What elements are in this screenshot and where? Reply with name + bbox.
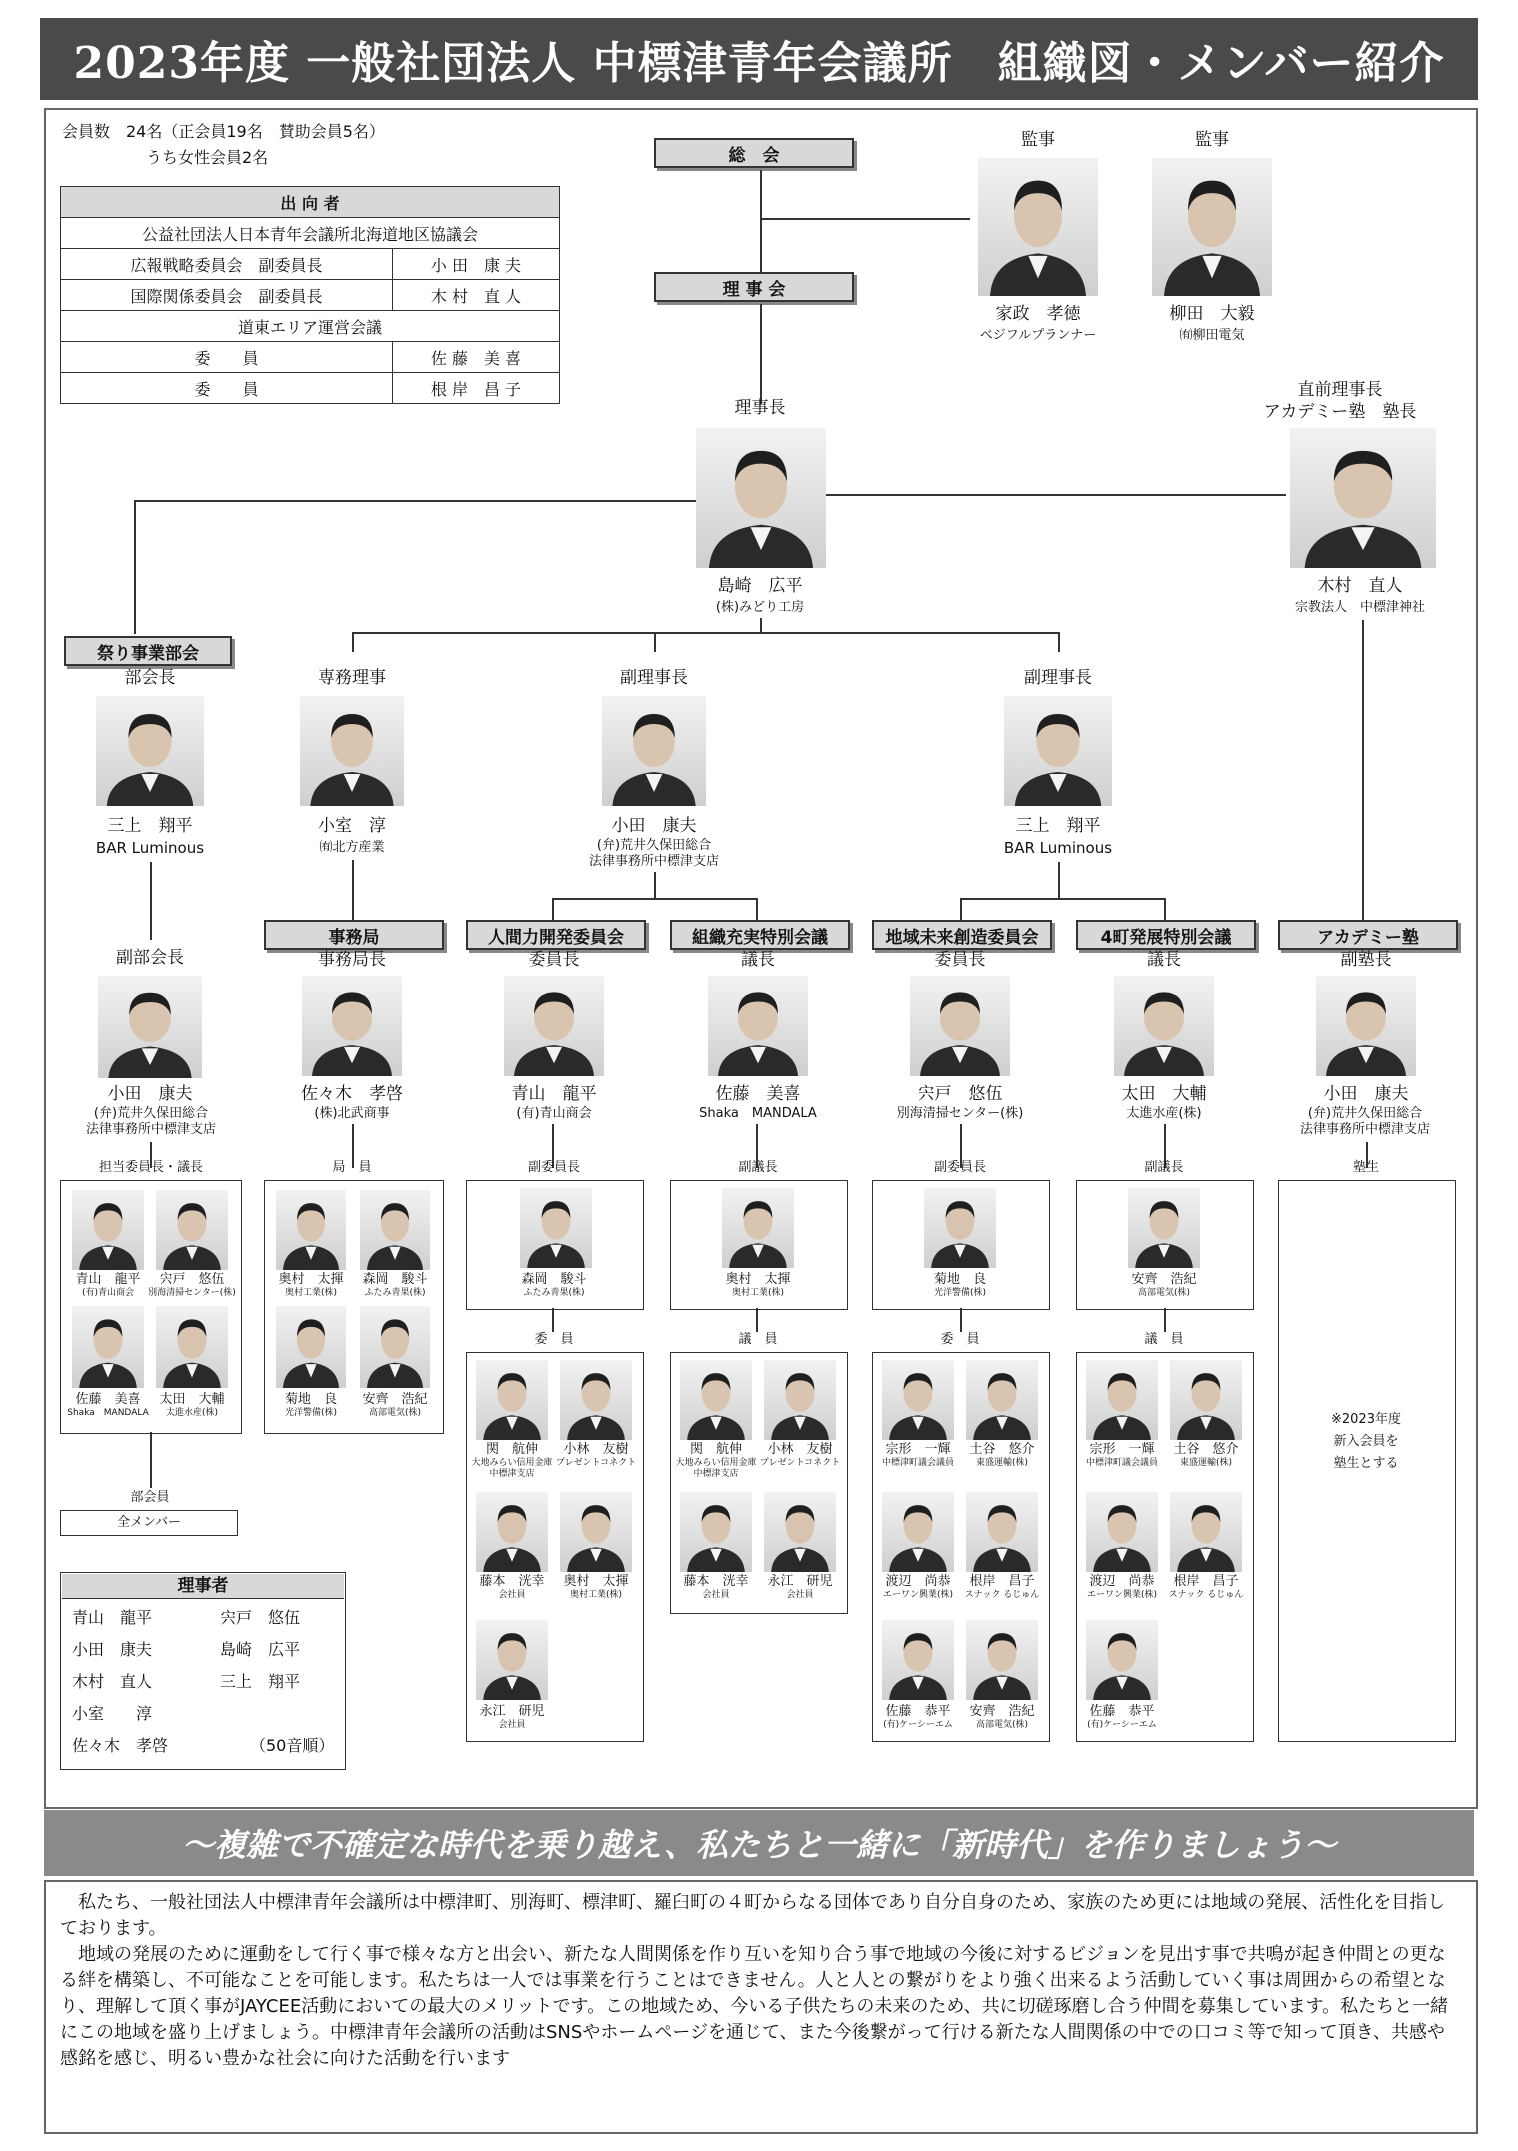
member-photo [276, 1190, 346, 1270]
member-name: 奥村 太揮 [278, 1272, 344, 1287]
member-aff: ふたみ青果(株) [523, 1288, 585, 1298]
member-aff: 中標津町議会議員 [1085, 1458, 1158, 1468]
member-aff: 会社員 [786, 1590, 814, 1600]
member-aff: (弁)荒井久保田総合 [93, 1106, 209, 1121]
member-photo [72, 1190, 144, 1270]
member-name: 安齊 浩紀 [1131, 1272, 1197, 1287]
member-title: 議長 [1147, 950, 1181, 970]
member-aff: 奥村工業(株) [731, 1288, 785, 1298]
member-title: 委員長 [934, 950, 986, 970]
member-photo [910, 976, 1010, 1076]
member-name: 奥村 太揮 [725, 1272, 791, 1287]
member-aff: 中標津町議会議員 [881, 1458, 954, 1468]
director-name: 佐々木 孝啓 [72, 1736, 169, 1755]
member-photo [966, 1492, 1038, 1572]
vice-role-label: 副議長 [1144, 1160, 1184, 1175]
member-aff: プレゼントコネクト [759, 1458, 841, 1468]
member-photo [1114, 976, 1214, 1076]
member-photo [680, 1492, 752, 1572]
director-name: 小田 康夫 [72, 1640, 153, 1659]
member-aff: (株)北武商事 [314, 1106, 390, 1121]
member-photo [882, 1620, 954, 1700]
member-title: 委員長 [528, 950, 580, 970]
juku-note: ※2023年度 [1331, 1412, 1401, 1427]
secondment-name: 木 村 直 人 [392, 280, 559, 311]
member-name: 小林 友樹 [767, 1442, 833, 1457]
president-name: 島崎 広平 [717, 576, 803, 596]
member-name: 永江 研児 [479, 1704, 545, 1719]
member-aff: 奥村工業(株) [284, 1288, 338, 1298]
member-aff: 高部電気(株) [1137, 1288, 1191, 1298]
member-aff: (有)ケーシーエム [883, 1720, 953, 1730]
member-aff: スナック るじゅん [1168, 1590, 1244, 1600]
member-name: 土谷 悠介 [969, 1442, 1035, 1457]
members-group-label: 委 員 [534, 1332, 574, 1347]
member-name: 藤本 洸幸 [479, 1574, 545, 1589]
juku-note: 新入会員を [1333, 1434, 1399, 1449]
auditor-title: 監事 [1021, 130, 1055, 150]
member-name: 青山 龍平 [511, 1084, 597, 1104]
secondment-name: 佐 藤 美 喜 [392, 342, 559, 373]
member-photo [1086, 1360, 1158, 1440]
section-matsuri: 祭り事業部会 [64, 636, 232, 666]
member-aff: 会社員 [498, 1720, 526, 1730]
member-photo [360, 1306, 430, 1388]
section-committee: アカデミー塾 [1278, 920, 1458, 950]
juku-label: 塾生 [1352, 1160, 1379, 1175]
members-group-label: 議 員 [1144, 1332, 1184, 1347]
member-name: 太田 大輔 [1121, 1084, 1207, 1104]
membership-women: うち女性会員2名 [146, 148, 269, 167]
member-name: 宗形 一輝 [1089, 1442, 1155, 1457]
member-aff: 東盛運輸(株) [975, 1458, 1029, 1468]
member-aff: エーワン興業(株) [882, 1590, 954, 1600]
member-name: 宍戸 悠伍 [159, 1272, 225, 1287]
director-name: 三上 翔平 [220, 1672, 301, 1691]
members-group-label: 議 員 [738, 1332, 778, 1347]
member-name: 永江 研児 [767, 1574, 833, 1589]
member-name: 藤本 洸幸 [683, 1574, 749, 1589]
member-aff: 奥村工業(株) [569, 1590, 623, 1600]
member-aff: 高部電気(株) [975, 1720, 1029, 1730]
member-name: 佐藤 美喜 [75, 1392, 141, 1407]
former-president-title: 直前理事長 [1297, 380, 1383, 400]
member-name: 安齊 浩紀 [362, 1392, 428, 1407]
vice-role-label: 副委員長 [933, 1160, 986, 1175]
member-photo [476, 1620, 548, 1700]
member-aff: 別海清掃センター(株) [148, 1288, 236, 1298]
vice-role-label: 副委員長 [527, 1160, 580, 1175]
member-photo [156, 1306, 228, 1388]
member-photo [1086, 1620, 1158, 1700]
member-name: 根岸 昌子 [969, 1574, 1035, 1589]
member-title: 専務理事 [318, 668, 386, 688]
member-photo [966, 1620, 1038, 1700]
member-name: 奥村 太揮 [563, 1574, 629, 1589]
member-photo [96, 696, 204, 806]
intro-paragraph: 私たち、一般社団法人中標津青年会議所は中標津町、別海町、標津町、羅臼町の４町からなる団体であり自分自身のため、家族のため更には地域の発展、活性化を目指しております。 [60, 1892, 1446, 1939]
member-name: 佐藤 美喜 [715, 1084, 801, 1104]
all-members-box: 全メンバー [60, 1510, 238, 1536]
assignees-label: 担当委員長・議長 [98, 1160, 203, 1175]
auditor-photo [1152, 158, 1272, 296]
all-members-label: 部会員 [130, 1490, 170, 1505]
secondment-role: 広報戦略委員会 副委員長 [61, 249, 393, 280]
directors-header: 理事者 [62, 1574, 344, 1599]
member-aff: 光洋警備(株) [933, 1288, 987, 1298]
member-photo [476, 1360, 548, 1440]
motto-banner: 〜複雑で不確定な時代を乗り越え、私たちと一緒に「新時代」を作りましょう〜 [44, 1810, 1474, 1876]
member-aff: エーワン興業(株) [1086, 1590, 1158, 1600]
member-photo [680, 1360, 752, 1440]
member-aff: スナック るじゅん [964, 1590, 1040, 1600]
member-name: 森岡 駿斗 [521, 1272, 587, 1287]
member-aff: (有)青山商会 [516, 1106, 592, 1121]
member-photo [72, 1306, 144, 1388]
former-president-name: 木村 直人 [1317, 576, 1403, 596]
member-aff: BAR Luminous [1003, 839, 1113, 857]
secondment-org2: 道東エリア運営会議 [61, 311, 560, 342]
secondment-role: 委 員 [61, 373, 393, 404]
member-photo [602, 696, 706, 806]
member-aff: 大地みらい信用金庫 [675, 1458, 757, 1468]
member-name: 小林 友樹 [563, 1442, 629, 1457]
staff-label: 局 員 [332, 1160, 372, 1175]
member-name: 森岡 駿斗 [362, 1272, 428, 1287]
auditor-name: 家政 孝徳 [995, 304, 1081, 324]
member-photo [924, 1188, 996, 1268]
member-aff2: 法律事務所中標津支店 [1299, 1122, 1430, 1137]
member-aff: 別海清掃センター(株) [896, 1106, 1024, 1121]
member-aff: (弁)荒井久保田総合 [1307, 1106, 1423, 1121]
membership-count: 会員数 24名（正会員19名 賛助会員5名） [62, 122, 385, 141]
member-title: 部会長 [124, 668, 176, 688]
member-photo [276, 1306, 346, 1388]
member-name: 渡辺 尚恭 [885, 1574, 951, 1589]
former-president-title2: アカデミー塾 塾長 [1263, 402, 1417, 422]
member-name: 土谷 悠介 [1173, 1442, 1239, 1457]
member-photo [966, 1360, 1038, 1440]
intro-text [60, 1890, 1460, 2072]
members-group-label: 委 員 [940, 1332, 980, 1347]
section-committee: 地域未来創造委員会 [872, 920, 1052, 950]
director-name: 木村 直人 [72, 1672, 153, 1691]
member-aff: 太進水産(株) [1126, 1106, 1202, 1121]
former-president-aff: 宗教法人 中標津神社 [1294, 600, 1425, 615]
member-aff: (弁)荒井久保田総合 [596, 838, 712, 853]
member-photo [504, 976, 604, 1076]
member-photo [156, 1190, 228, 1270]
member-title: 副部会長 [116, 948, 184, 968]
member-name: 小室 淳 [318, 816, 386, 836]
member-name: 三上 翔平 [107, 816, 193, 836]
secondment-role: 委 員 [61, 342, 393, 373]
member-title: 議長 [741, 950, 775, 970]
member-aff: Shaka MANDALA [67, 1408, 149, 1418]
member-aff: Shaka MANDALA [699, 1106, 817, 1121]
member-name: 宍戸 悠伍 [917, 1084, 1003, 1104]
secondment-name: 小 田 康 夫 [392, 249, 559, 280]
member-aff: 光洋警備(株) [284, 1408, 338, 1418]
member-photo [764, 1492, 836, 1572]
member-photo [98, 976, 202, 1078]
member-title: 副塾長 [1340, 950, 1392, 970]
auditor-name: 柳田 大毅 [1169, 304, 1255, 324]
member-aff: 会社員 [498, 1590, 526, 1600]
section-committee: 人間力開発委員会 [466, 920, 646, 950]
member-name: 佐藤 恭平 [885, 1704, 951, 1719]
member-name: 小田 康夫 [107, 1084, 193, 1104]
member-name: 小田 康夫 [1323, 1084, 1409, 1104]
board-box: 理 事 会 [654, 272, 854, 302]
member-name: 関 航伸 [485, 1442, 538, 1457]
president-photo [696, 428, 826, 568]
member-name: 太田 大輔 [159, 1392, 225, 1407]
section-committee: 事務局 [264, 920, 444, 950]
member-aff: (有)ケーシーエム [1087, 1720, 1157, 1730]
member-aff: 高部電気(株) [368, 1408, 422, 1418]
former-president-photo [1290, 428, 1436, 568]
member-photo [560, 1492, 632, 1572]
member-photo [360, 1190, 430, 1270]
section-committee: 4町発展特別会議 [1076, 920, 1256, 950]
president-aff: (株)みどり工房 [715, 600, 805, 615]
member-photo [1170, 1492, 1242, 1572]
member-photo [560, 1360, 632, 1440]
member-aff: 東盛運輸(株) [1179, 1458, 1233, 1468]
member-photo [1170, 1360, 1242, 1440]
secondment-header: 出 向 者 [61, 187, 560, 218]
member-photo [764, 1360, 836, 1440]
member-aff2: 中標津支店 [693, 1469, 739, 1479]
section-committee: 組織充実特別会議 [670, 920, 850, 950]
general-assembly-box: 総 会 [654, 138, 854, 168]
member-photo [1316, 976, 1416, 1076]
member-name: 小田 康夫 [611, 816, 697, 836]
member-name: 三上 翔平 [1015, 816, 1101, 836]
directors-order-note: （50音順） [250, 1736, 335, 1755]
juku-note: 塾生とする [1333, 1456, 1399, 1471]
director-name: 小室 淳 [72, 1704, 153, 1723]
page-title: 2023年度 一般社団法人 中標津青年会議所 組織図・メンバー紹介 [40, 18, 1478, 100]
secondment-role: 国際関係委員会 副委員長 [61, 280, 393, 311]
member-photo [476, 1492, 548, 1572]
member-photo [882, 1360, 954, 1440]
auditor-photo [978, 158, 1098, 296]
auditor-aff: ベジフルプランナー [979, 328, 1097, 343]
member-name: 佐々木 孝啓 [301, 1084, 403, 1104]
member-aff2: 中標津支店 [489, 1469, 535, 1479]
member-aff: 大地みらい信用金庫 [471, 1458, 553, 1468]
director-name: 宍戸 悠伍 [220, 1608, 301, 1627]
member-photo [1004, 696, 1112, 806]
member-aff: プレゼントコネクト [555, 1458, 637, 1468]
member-photo [302, 976, 402, 1076]
member-aff2: 法律事務所中標津支店 [85, 1122, 216, 1137]
member-photo [520, 1188, 592, 1268]
member-photo [882, 1492, 954, 1572]
member-title: 副理事長 [1024, 668, 1092, 688]
auditor-title: 監事 [1195, 130, 1229, 150]
member-name: 青山 龍平 [75, 1272, 141, 1287]
member-name: 安齊 浩紀 [969, 1704, 1035, 1719]
member-name: 根岸 昌子 [1173, 1574, 1239, 1589]
member-photo [1086, 1492, 1158, 1572]
member-name: 佐藤 恭平 [1089, 1704, 1155, 1719]
member-name: 菊地 良 [284, 1392, 337, 1407]
vice-role-label: 副議長 [738, 1160, 778, 1175]
member-name: 菊地 良 [933, 1272, 986, 1287]
secondment-org1: 公益社団法人日本青年会議所北海道地区協議会 [61, 218, 560, 249]
secondment-table [60, 186, 560, 404]
member-aff: ㈲北方産業 [319, 840, 385, 855]
member-name: 宗形 一輝 [885, 1442, 951, 1457]
member-aff: (有)青山商会 [81, 1288, 135, 1298]
president-title: 理事長 [734, 398, 786, 418]
member-name: 渡辺 尚恭 [1089, 1574, 1155, 1589]
member-aff: 会社員 [702, 1590, 730, 1600]
member-aff: ふたみ青果(株) [364, 1288, 426, 1298]
member-aff2: 法律事務所中標津支店 [588, 854, 719, 869]
auditor-aff: ㈲柳田電気 [1179, 328, 1245, 343]
member-title: 事務局長 [318, 950, 386, 970]
member-photo [300, 696, 404, 806]
member-photo [722, 1188, 794, 1268]
intro-paragraph: 地域の発展のために運動をして行く事で様々な方と出会い、新たな人間関係を作り互いを知り合う事で地域の今後に対するビジョンを見出す事で共鳴が起き仲間との更なる絆を構築し、不可能なことを可能します。私たちは一人では事業を行うことはできません。人と人との繋がりをより強く出来るよう活動していく事は周囲からの希望となり、理解して頂く事がJAYCEE活動においての最大のメリットです。この地域ため、今いる子供たちの未来のため、共に切磋琢磨し合う仲間を募集しています。私たちと一緒にこの地域を盛り上げましょう。中標津青年会議所の活動はSNSやホームページを通じて、また今後繋がって行ける新たな人間関係の中での口コミ等で知って頂き、共感や感銘を感じ、明るい豊かな社会に向けた活動を行います [60, 1944, 1449, 2069]
member-aff: BAR Luminous [95, 839, 205, 857]
member-title: 副理事長 [620, 668, 688, 688]
member-photo [1128, 1188, 1200, 1268]
director-name: 青山 龍平 [72, 1608, 153, 1627]
member-aff: 太進水産(株) [165, 1408, 219, 1418]
member-name: 関 航伸 [689, 1442, 742, 1457]
director-name: 島崎 広平 [220, 1640, 301, 1659]
secondment-name: 根 岸 昌 子 [392, 373, 559, 404]
member-photo [708, 976, 808, 1076]
